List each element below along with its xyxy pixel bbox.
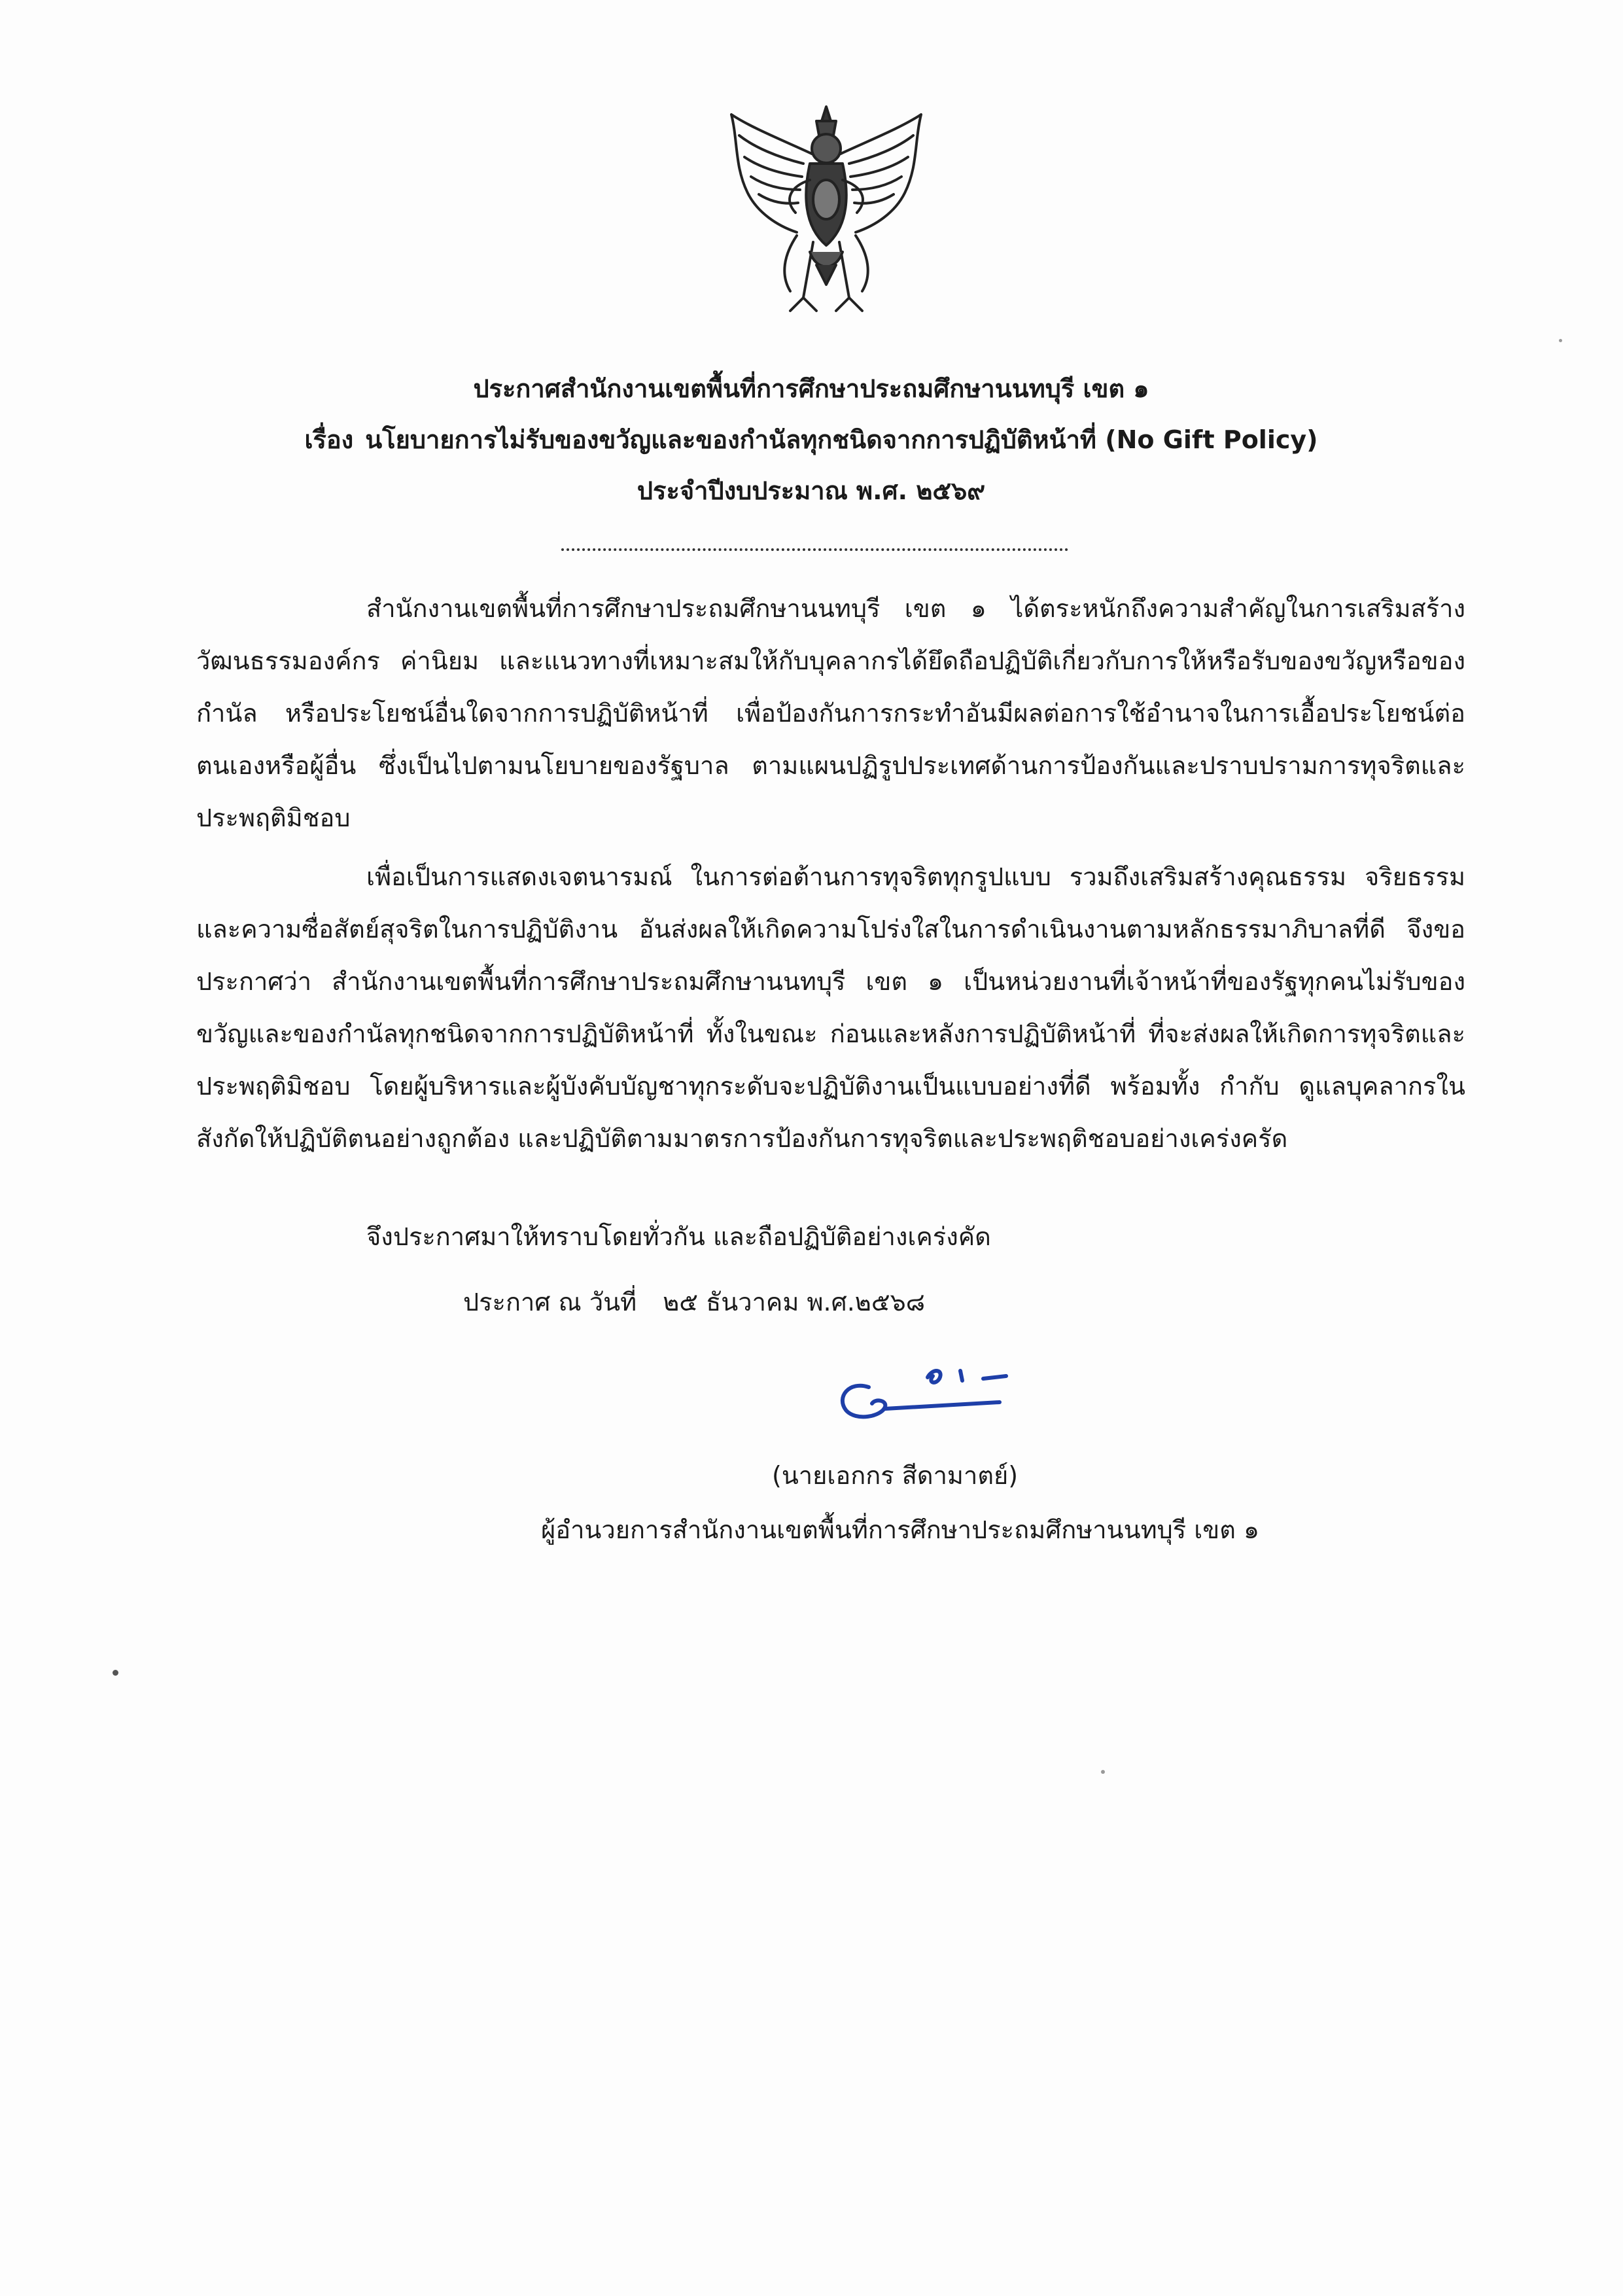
body-paragraph-1: สำนักงานเขตพื้นที่การศึกษาประถมศึกษานนทบุรี เขต ๑ ได้ตระหนักถึงความสำคัญในการเสริมสร้างวัฒนธรรมองค์กร ค่านิยม และแนวทางที่เหมาะสมให้กับบุคลากรได้ยึดถือปฏิบัติเกี่ยวกับการให้หรือรับของขวัญหรือของกำนัล หรือประโยชน์อื่นใดจากการปฏิบัติหน้าที่ เพื่อป้องกันการกระทำอันมีผลต่อการใช้อำนาจในการเอื้อประโยชน์ต่อตนเองหรือผู้อื่น ซึ่งเป็นไปตามนโยบายของรัฐบาล ตามแผนปฏิรูปประเทศด้านการป้องกันและปราบปรามการทุจริตและประพฤติมิชอบ [196,594,1465,832]
subject-text: นโยบายการไม่รับของขวัญและของกำนัลทุกชนิดจากการปฏิบัติหน้าที่ (No Gift Policy) [365,425,1318,454]
scan-speck [113,1670,118,1676]
body-paragraph-2: เพื่อเป็นการแสดงเจตนารมณ์ ในการต่อต้านการทุจริตทุกรูปแบบ รวมถึงเสริมสร้างคุณธรรม จริยธรรม และความซื่อสัตย์สุจริตในการปฏิบัติงาน อันส่งผลให้เกิดความโปร่งใสในการดำเนินงานตามหลักธรรมาภิบาลที่ดี จึงขอประกาศว่า สำนักงานเขตพื้นที่การศึกษาประถมศึกษานนทบุรี เขต ๑ เป็นหน่วยงานที่เจ้าหน้าที่ของรัฐทุกคนไม่รับของขวัญและของกำนัลทุกชนิดจากการปฏิบัติหน้าที่ ทั้งในขณะ ก่อนและหลังการปฏิบัติหน้าที่ ที่จะส่งผลให้เกิดการทุจริตและประพฤติมิชอบ โดยผู้บริหารและผู้บังคับบัญชาทุกระดับจะปฏิบัติงานเป็นแบบอย่างที่ดี พร้อมทั้ง กำกับ ดูแลบุคลากรในสังกัดให้ปฏิบัติตนอย่างถูกต้อง และปฏิบัติตามมาตรการป้องกันการทุจริตและประพฤติชอบอย่างเคร่งครัด [196,862,1465,1153]
announcement-title: ประกาศสำนักงานเขตพื้นที่การศึกษาประถมศึกษานนทบุรี เขต ๑ [473,374,1149,403]
fiscal-year-line: ประจำปีงบประมาณ พ.ศ. ๒๕๖๙ [637,476,986,505]
dotted-divider [561,548,1068,551]
dateline-prefix: ประกาศ ณ วันที่ [463,1288,637,1316]
announcement-dateline [463,1276,925,1328]
handwritten-signature [829,1351,1045,1430]
signer-name: (นายเอกกร สีดามาตย์) [772,1461,1019,1490]
dateline-date: ๒๕ ธันวาคม พ.ศ.๒๕๖๘ [663,1288,926,1316]
announcement-heading [196,363,1426,516]
garuda-emblem-icon [718,101,934,324]
signer-position: ผู้อำนวยการสำนักงานเขตพื้นที่การศึกษาประถมศึกษานนทบุรี เขต ๑ [541,1515,1260,1544]
announcement-subject-line [196,414,1426,465]
closing-statement: จึงประกาศมาให้ทราบโดยทั่วกัน และถือปฏิบัติอย่างเคร่งคัด [366,1222,991,1251]
scan-speck [1101,1770,1105,1774]
scan-speck [1559,339,1562,342]
subject-label: เรื่อง [304,425,354,454]
